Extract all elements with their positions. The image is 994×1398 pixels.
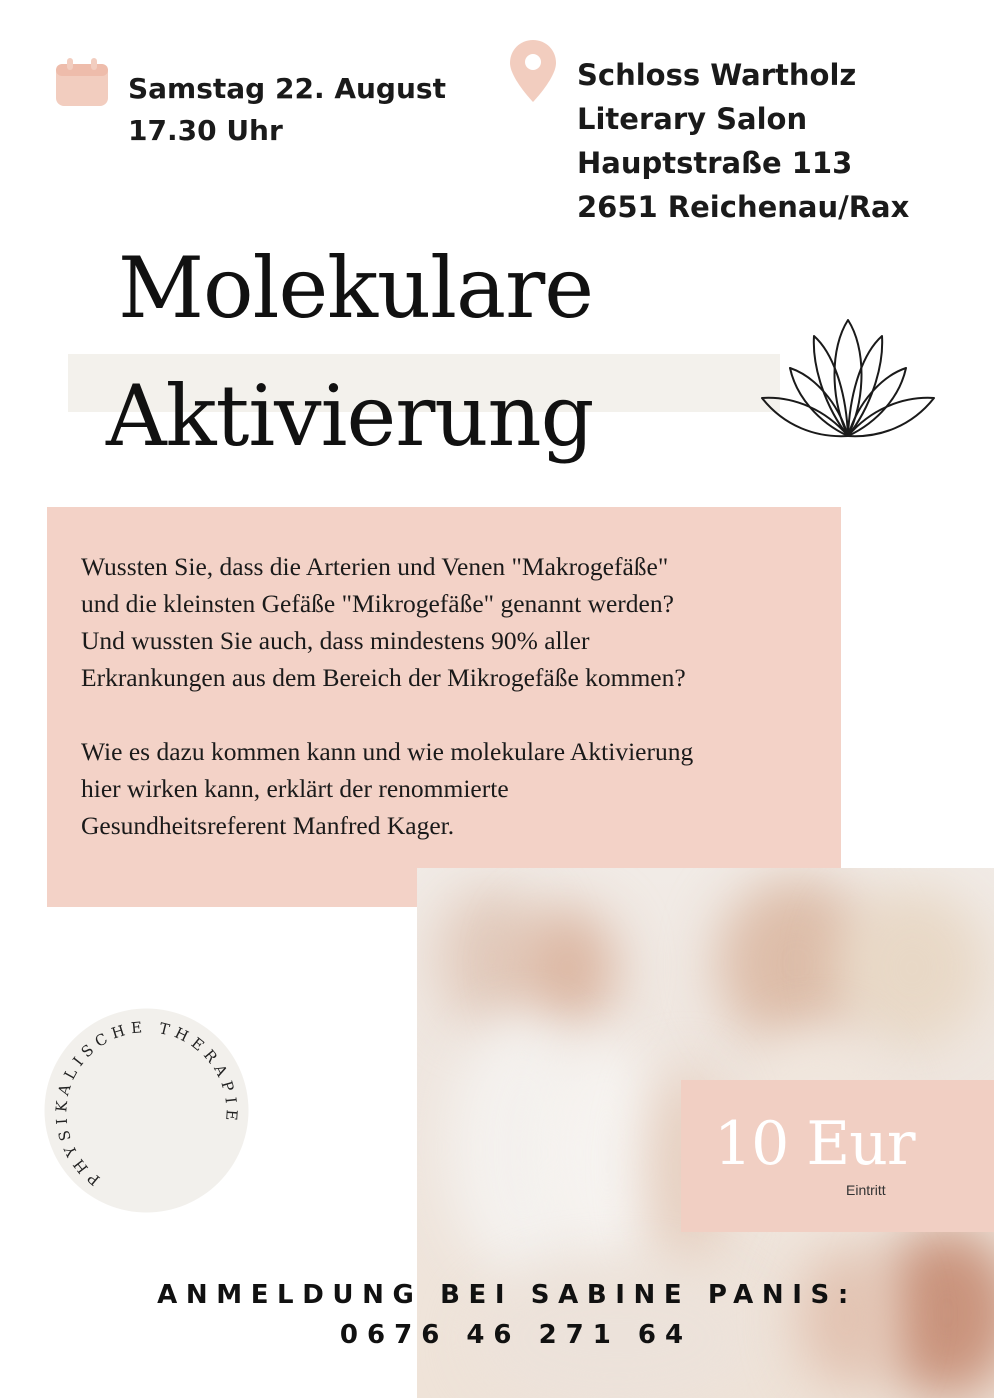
event-date: Samstag 22. August: [128, 72, 446, 105]
price-label: Eintritt: [846, 1182, 886, 1198]
lotus-icon: [760, 318, 936, 444]
info-line: Wussten Sie, dass die Arterien und Venen "Makrogefäße": [81, 552, 669, 581]
map-pin-icon: [510, 40, 556, 102]
info-line: und die kleinsten Gefäße "Mikrogefäße" genannt werden?: [81, 589, 674, 618]
event-datetime: [128, 68, 446, 152]
event-location: [577, 53, 909, 229]
registration-phone: 0676 46 271 64: [339, 1320, 693, 1350]
location-line: Hauptstraße 113: [577, 146, 853, 180]
info-line: Gesundheitsreferent Manfred Kager.: [81, 811, 455, 840]
info-paragraph-1: [81, 548, 821, 696]
location-line: Literary Salon: [577, 102, 808, 136]
event-time: 17.30 Uhr: [128, 114, 283, 147]
page-title-line-2: Aktivierung: [106, 367, 594, 465]
location-line: Schloss Wartholz: [577, 58, 857, 92]
calendar-icon: [56, 58, 108, 106]
location-line: 2651 Reichenau/Rax: [577, 190, 910, 224]
stamp-text: PHYSIKALISCHE THERAPIE: [52, 1017, 241, 1190]
page-title-line-1: Molekulare: [118, 239, 593, 337]
info-line: Wie es dazu kommen kann und wie molekulare Aktivierung: [81, 737, 694, 766]
info-text: [81, 548, 821, 844]
info-line: hier wirken kann, erklärt der renommierte: [81, 774, 509, 803]
info-line: Und wussten Sie auch, dass mindestens 90% aller: [81, 626, 590, 655]
physikalische-therapie-stamp: [44, 1008, 249, 1213]
info-line: Erkrankungen aus dem Bereich der Mikrogefäße kommen?: [81, 663, 686, 692]
registration-contact: ANMELDUNG BEI SABINE PANIS:: [157, 1280, 857, 1310]
price-value: 10 Eur: [714, 1109, 915, 1179]
info-paragraph-2: [81, 733, 821, 844]
